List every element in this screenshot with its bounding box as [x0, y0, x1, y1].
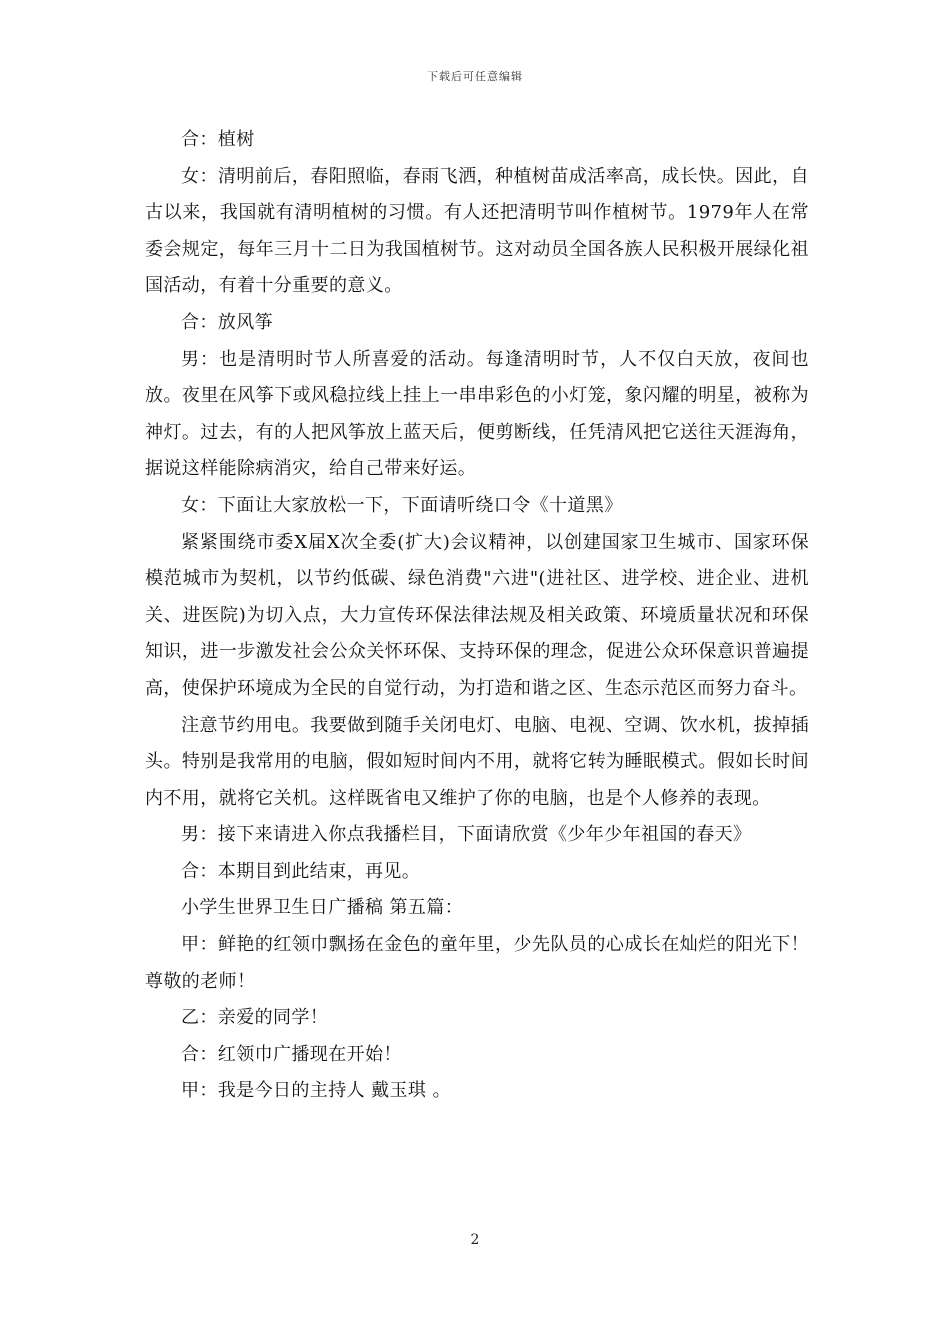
paragraph: 男：也是清明时节人所喜爱的活动。每逢清明时节，人不仅白天放，夜间也放。夜里在风筝下或风稳拉线上挂上一串串彩色的小灯笼，象闪耀的明星，被称为神灯。过去，有的人把风筝放上蓝天后，便剪断线，任凭清风把它送往天涯海角，据说这样能除病消灾，给自己带来好运。: [145, 348, 809, 480]
paragraph: 注意节约用电。我要做到随手关闭电灯、电脑、电视、空调、饮水机，拔掉插头。特别是我常用的电脑，假如短时间内不用，就将它转为睡眠模式。假如长时间内不用，就将它关机。这样既省电又维护了你的电脑，也是个人修养的表现。: [145, 714, 809, 809]
paragraph: 女：清明前后，春阳照临，春雨飞洒，种植树苗成活率高，成长快。因此，自古以来，我国就有清明植树的习惯。有人还把清明节叫作植树节。1979年人在常委会规定，每年三月十二日为我国植树节。这对动员全国各族人民积极开展绿化祖国活动，有着十分重要的意义。: [145, 165, 809, 297]
paragraph: 男：接下来请进入你点我播栏目，下面请欣赏《少年少年祖国的春天》: [181, 824, 752, 846]
paragraph: 甲：我是今日的主持人 戴玉琪 。: [181, 1080, 451, 1102]
document-body: [145, 122, 809, 1110]
paragraph: 甲：鲜艳的红领巾飘扬在金色的童年里，少先队员的心成长在灿烂的阳光下！尊敬的老师！: [145, 934, 809, 992]
page-number: 2: [470, 1232, 480, 1248]
paragraph: 合：红领巾广播现在开始！: [181, 1043, 402, 1065]
paragraph: 小学生世界卫生日广播稿 第五篇：: [181, 897, 464, 919]
page-header-note: 下载后可任意编辑: [427, 70, 523, 83]
paragraph: 合：放风筝: [181, 311, 273, 333]
paragraph: 合：植树: [181, 129, 255, 150]
paragraph: 紧紧围绕市委X届X次全委(扩大)会议精神，以创建国家卫生城市、国家环保模范城市为契机，以节约低碳、绿色消费"六进"(进社区、进学校、进企业、进机关、进医院)为切入点，大力宣传环保法律法规及相关政策、环境质量状况和环保知识，进一步激发社会公众关怀环保、支持环保的理念，促进公众环保意识普遍提高，使保护环境成为全民的自觉行动，为打造和谐之区、生态示范区而努力奋斗。: [145, 531, 809, 699]
paragraph: 乙：亲爱的同学！: [181, 1007, 329, 1029]
paragraph: 合：本期目到此结束，再见。: [181, 860, 421, 882]
paragraph: 女：下面让大家放松一下，下面请听绕口令《十道黑》: [181, 494, 623, 516]
